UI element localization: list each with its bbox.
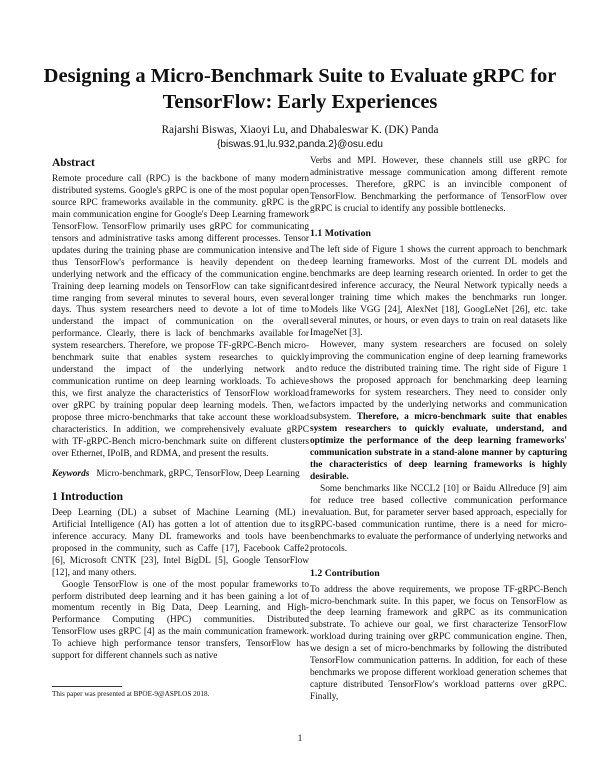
contribution-paragraph-1: To address the above requirements, we propose TF-gRPC-Bench micro-benchmark suite. In this paper, we focus on TensorFlow as the deep learning framework and gRPC as its communication substrate. To achieve our goal, we first characterize TensorFlow workload during training over gRPC communication engine. Then, we design a set of micro-benchmarks by following the distributed TensorFlow communication patterns. In addition, for each of these benchmarks we propose different workload generation schemes that capture distributed TensorFlow's workload patterns over gRPC. Finally, xyxy=(310,584,567,703)
keywords-label: Keywords xyxy=(52,468,90,479)
motivation-emphasis: Therefore, a micro-benchmark suite that enables system researchers to quickly evaluate, understand, and optimize the performance of the deep learning frameworks' communication substrate in a stand-alone manner by capturing the characteristics of deep learning frameworks is highly desirable. xyxy=(310,412,568,482)
intro-paragraph-1: Deep Learning (DL) a subset of Machine Learning (ML) in Artificial Intelligence (AI) has gotten a lot of attention due to its inference accuracy. Many DL frameworks and tools have been proposed in the community, such as Caffe [17], Facebook Caffe2 [6], Microsoft CNTK [23], Intel BigDL [5], Google TensorFlow [12], and many others. xyxy=(52,507,309,578)
motivation-paragraph-1: The left side of Figure 1 shows the current approach to benchmark deep learning frameworks. Most of the current DL models and benchmarks are deep learning research oriented. In order to get the desired inference accuracy, the Neural Network typically needs a longer training time which makes the benchmarks run longer. Models like VGG [24], AlexNet [18], GoogLeNet [26], etc. take several minutes, or hours, or even days to train on real datasets like ImageNet [3]. xyxy=(310,244,567,339)
intro-paragraph-2: Google TensorFlow is one of the most popular frameworks to perform distributed deep learning and it has been gaining a lot of momentum recently in Big Data, Deep Learning, and High-Performance Computing (HPC) communities. Distributed TensorFlow uses gRPC [4] as the main communication framework. To achieve high performance tensor transfers, TensorFlow has support for different channels such as native xyxy=(52,579,309,662)
footnote: This paper was presented at BPOE-9@ASPLOS 2018. xyxy=(52,690,210,698)
abstract-text: Remote procedure call (RPC) is the backbone of many modern distributed systems. Google's gRPC is one of the most popular open source RPC frameworks available in the community. gRPC is the main communication engine for Google's Deep Learning framework TensorFlow. TensorFlow primarily uses gRPC for communicating tensors and administrative tasks among different processes. Tensor updates during the training phase are communication intensive and thus TensorFlow's performance is heavily dependent on the underlying network and the efficacy of the communication engine. Training deep learning models on TensorFlow can take significant time ranging from several minutes to several hours, even several days. Thus system researchers need to devote a lot of time to understand the impact of communication on the overall performance. Clearly, there is lack of benchmarks available for system researchers. Therefore, we propose TF-gRPC-Bench micro-benchmark suite that enables system researches to quickly understand the impact of the underlying network and communication runtime on deep learning workloads. To achieve this, we first analyze the characteristics of TensorFlow workload over gRPC by training popular deep learning models. Then, we propose three micro-benchmarks that take account these workload characteristics. In addition, we comprehensively evaluate gRPC with TF-gRPC-Bench micro-benchmark suite on different clusters over Ethernet, IPoIB, and RDMA, and present the results. xyxy=(52,174,309,459)
keywords-text: Micro-benchmark, gRPC, TensorFlow, Deep Learning xyxy=(96,468,300,479)
intro-paragraph-2-continued: Verbs and MPI. However, these channels still use gRPC for administrative message communication among different remote processes. Therefore, gRPC is an invincible component of TensorFlow. Benchmarking the performance of TensorFlow over gRPC is crucial to identify any possible bottlenecks. xyxy=(310,156,567,214)
introduction-heading: 1 Introduction xyxy=(52,490,124,503)
right-column xyxy=(310,156,567,704)
keywords xyxy=(52,469,309,481)
author-emails: {biswas.91,lu.932,panda.2}@osu.edu xyxy=(217,139,383,150)
motivation-paragraph-2 xyxy=(310,340,567,483)
paper-title: Designing a Micro-Benchmark Suite to Evaluate gRPC for TensorFlow: Early Experiences xyxy=(43,65,557,113)
page-number: 1 xyxy=(297,734,303,744)
motivation-heading: 1.1 Motivation xyxy=(310,227,371,239)
abstract-heading: Abstract xyxy=(52,157,95,169)
left-column xyxy=(52,156,309,663)
author-list: Rajarshi Biswas, Xiaoyi Lu, and Dhabaleswar K. (DK) Panda xyxy=(161,124,439,136)
motivation-paragraph-2-text: However, many system researchers are focused on solely improving the communication engine of deep learning frameworks to reduce the distributed training time. The right side of Figure 1 shows the proposed approach for benchmarking deep learning frameworks for system researchers. They need to consider only factors impacted by the underlying networks and communication subsystem. xyxy=(310,340,567,423)
footnote-rule xyxy=(52,686,122,687)
contribution-heading: 1.2 Contribution xyxy=(310,567,380,579)
motivation-paragraph-3: Some benchmarks like NCCL2 [10] or Baidu Allreduce [9] aim for reduce tree based collective communication performance evaluation. But, for parameter server based approach, especially for gRPC-based communication runtime, there is a need for micro-benchmarks to evaluate the performance of underlying networks and protocols. xyxy=(310,483,567,554)
